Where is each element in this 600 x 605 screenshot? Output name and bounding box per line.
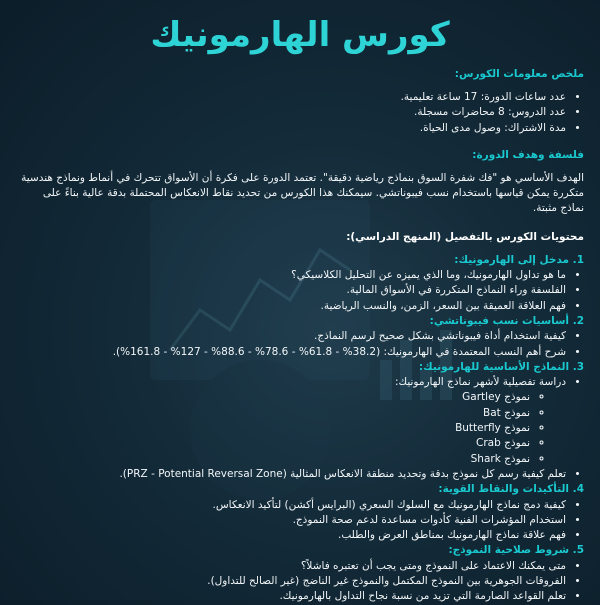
module-item: • الفلسفة وراء النماذج المتكررة في الأسواق المالية. [16,283,566,298]
module-items [16,498,584,544]
module-items [16,375,584,482]
module-item: • تعلم القواعد الصارمة التي تزيد من نسبة نجاح التداول بالهارمونيك. [16,589,566,604]
contents-heading: محتويات الكورس بالتفصيل (المنهج الدراسي): [346,230,584,243]
module [16,253,584,314]
patterns-list [16,390,566,466]
module-items [16,329,584,360]
pattern-item: ◦ نموذج Bat [16,406,530,421]
module-title: 4. التأكيدات والنقاط القوية: [438,483,584,496]
patterns-intro: دراسة تفصيلية لأشهر نماذج الهارمونيك: [394,376,566,389]
summary-list [16,90,584,136]
module-item: • متى يمكنك الاعتماد على النموذج ومتى يجب أن تعتبره فاشلاً؟ [16,559,566,574]
page-title: كورس الهارمونيك [150,15,450,55]
module-item: • شرح أهم النسب المعتمدة في الهارمونيك: (38.2% - 61.8% - 78.6% - 88.6% - 127% - 161.8%). [16,345,566,360]
module-items [16,268,584,314]
module-title: 5. شروط صلاحية النموذج: [448,544,584,557]
module [16,360,584,482]
module-title: 1. مدخل إلى الهارمونيك: [454,253,584,266]
module-items [16,559,584,605]
pattern-item: ◦ نموذج Shark [16,452,530,467]
module-item: • كيفية استخدام أداة فيبوناتشي بشكل صحيح لرسم النماذج. [16,329,566,344]
philosophy-text: الهدف الأساسي هو "فك شفرة السوق بنماذج رياضية دقيقة". تعتمد الدورة على فكرة أن الأسواق تتحرك في أنماط ونماذج هندسية متكررة يمكن قياسها باستخدام نسب فيبوناتشي. سيمكنك هذا الكورس من تحديد نقاط الانعكاس المحتملة بدقة عالية بناءً على نماذج مثبتة. [21,171,584,215]
module-item [16,375,566,467]
pattern-item: ◦ نموذج Crab [16,436,530,451]
module-item: • كيفية دمج نماذج الهارمونيك مع السلوك السعري (البرايس أكشن) لتأكيد الانعكاس. [16,498,566,513]
summary-heading: ملخص معلومات الكورس: [454,68,584,80]
module [16,482,584,543]
module [16,543,584,604]
module [16,314,584,360]
pattern-item: ◦ نموذج Butterfly [16,421,530,436]
module-item: • فهم علاقة نماذج الهارمونيك بمناطق العرض والطلب. [16,528,566,543]
pattern-item: ◦ نموذج Gartley [16,390,530,405]
summary-item: • عدد ساعات الدورة: 17 ساعة تعليمية. [16,90,566,105]
module-item: • ما هو تداول الهارمونيك، وما الذي يميزه عن التحليل الكلاسيكي؟ [16,268,566,283]
module-title: 2. أساسيات نسب فيبوناتشي: [429,314,584,327]
module-item: • فهم العلاقة العميقة بين السعر، الزمن، والنسب الرياضية. [16,299,566,314]
summary-item: • مدة الاشتراك: وصول مدى الحياة. [16,121,566,136]
module-item: • استخدام المؤشرات الفنية كأدوات مساعدة لدعم صحة النموذج. [16,513,566,528]
module-item: • تعلم كيفية رسم كل نموذج بدقة وتحديد منطقة الانعكاس المثالية (PRZ - Potential Reversal Zone). [16,467,566,482]
module-title: 3. النماذج الأساسية للهارمونيك: [418,360,584,373]
philosophy-heading: فلسفة وهدف الدورة: [472,148,584,161]
summary-item: • عدد الدروس: 8 محاضرات مسجلة. [16,105,566,120]
modules-list [16,253,584,605]
module-item: • الفروقات الجوهرية بين النموذج المكتمل والنموذج غير الناضج (غير الصالح للتداول). [16,574,566,589]
